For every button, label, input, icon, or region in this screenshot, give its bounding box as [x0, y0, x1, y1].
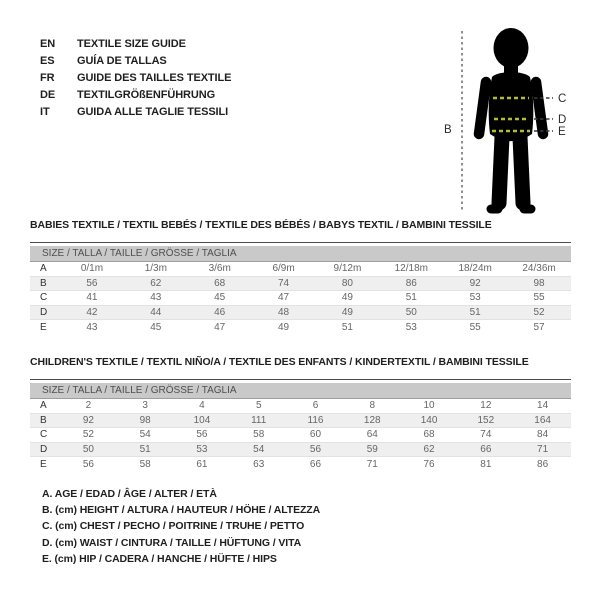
row-label: B [40, 277, 47, 289]
size-value: 44 [150, 306, 162, 318]
size-value: 84 [537, 429, 549, 441]
size-value: 51 [405, 292, 417, 304]
language-row [40, 69, 231, 86]
language-code: EN [40, 37, 56, 50]
table-size-header: SIZE / TALLA / TAILLE / GRÖSSE / TAGLIA [30, 246, 571, 262]
size-value: 74 [480, 429, 492, 441]
size-value: 62 [150, 277, 162, 289]
size-value: 152 [477, 414, 495, 426]
size-value: 9/12m [333, 263, 362, 275]
language-title: TEXTILE SIZE GUIDE [77, 37, 186, 50]
row-label: C [40, 292, 48, 304]
size-value: 92 [82, 414, 94, 426]
size-value: 6/9m [272, 263, 295, 275]
size-value: 45 [214, 292, 226, 304]
size-value: 86 [537, 458, 549, 470]
size-value: 56 [196, 429, 208, 441]
size-value: 140 [420, 414, 438, 426]
size-value: 43 [86, 321, 98, 333]
table-row [30, 428, 571, 443]
size-value: 45 [150, 321, 162, 333]
language-title: GUÍA DE TALLAS [77, 54, 167, 67]
size-value: 54 [139, 429, 151, 441]
language-code: ES [40, 54, 55, 67]
size-value: 14 [537, 400, 549, 412]
size-value: 5 [255, 400, 262, 412]
size-value: 50 [82, 443, 94, 455]
size-value: 56 [82, 458, 94, 470]
size-value: 49 [341, 306, 353, 318]
size-value: 50 [405, 306, 417, 318]
table-size-header: SIZE / TALLA / TAILLE / GRÖSSE / TAGLIA [30, 383, 571, 399]
size-value: 4 [199, 400, 205, 412]
size-value: 66 [309, 458, 322, 470]
language-code: DE [40, 88, 56, 101]
babies-size-table [30, 219, 571, 335]
row-label: E [40, 321, 47, 333]
table-row [30, 414, 571, 429]
size-value: 57 [533, 321, 545, 333]
size-value: 64 [366, 429, 378, 441]
size-value: 71 [537, 443, 549, 455]
table-row [30, 262, 571, 277]
table-title: BABIES TEXTILE / TEXTIL BEBÉS / TEXTILE DES BÉBÉS / BABYS TEXTIL / BAMBINI TESSILE [30, 219, 492, 231]
size-value: 53 [196, 443, 208, 455]
table-row [30, 291, 571, 306]
language-code: IT [40, 105, 50, 118]
size-value: 51 [341, 321, 353, 333]
size-value: 55 [469, 321, 481, 333]
row-label: C [40, 429, 48, 441]
language-title: GUIDE DES TAILLES TEXTILE [77, 71, 232, 84]
size-value: 49 [278, 321, 290, 333]
row-label: A [40, 263, 47, 275]
language-row [40, 86, 231, 103]
size-value: 58 [253, 429, 265, 441]
size-value: 66 [480, 443, 492, 455]
language-list [40, 35, 231, 120]
size-value: 52 [82, 429, 94, 441]
table-row [30, 306, 571, 321]
size-value: 1/3m [144, 263, 167, 275]
size-value: 3/6m [208, 263, 231, 275]
size-value: 43 [150, 292, 162, 304]
size-value: 3 [142, 400, 148, 412]
size-value: 62 [423, 443, 435, 455]
size-value: 59 [366, 443, 378, 455]
size-value: 55 [533, 292, 545, 304]
size-value: 46 [214, 306, 226, 318]
row-label: D [40, 306, 48, 318]
size-value: 58 [139, 458, 151, 470]
children-size-table [30, 356, 571, 472]
size-value: 164 [534, 414, 551, 426]
size-value: 104 [193, 414, 211, 426]
table-row [30, 320, 571, 335]
legend-line: A. AGE / EDAD / ÂGE / ALTER / ETÀ [42, 488, 217, 500]
waist-label: D [558, 114, 567, 126]
language-row [40, 35, 231, 52]
row-label: D [40, 443, 48, 455]
size-value: 81 [480, 458, 492, 470]
size-value: 2 [85, 400, 92, 412]
size-value: 48 [278, 306, 290, 318]
height-label: B [444, 124, 452, 136]
size-value: 68 [214, 277, 226, 289]
language-code: FR [40, 71, 55, 84]
language-row [40, 52, 231, 69]
chest-label: C [558, 93, 567, 105]
size-value: 60 [309, 429, 322, 441]
language-title: GUIDA ALLE TAGLIE TESSILI [77, 105, 229, 118]
size-value: 41 [86, 292, 98, 304]
size-value: 53 [469, 292, 481, 304]
size-value: 56 [309, 443, 322, 455]
row-label: E [40, 458, 47, 470]
table-row [30, 277, 571, 292]
size-value: 51 [469, 306, 481, 318]
size-value: 47 [214, 321, 226, 333]
size-value: 51 [139, 443, 151, 455]
language-title: TEXTILGRÖßENFÜHRUNG [77, 88, 216, 101]
language-row [40, 103, 231, 120]
size-value: 47 [278, 292, 290, 304]
row-label: B [40, 414, 47, 426]
size-value: 71 [366, 458, 378, 470]
size-value: 128 [363, 414, 381, 426]
legend-line: C. (cm) CHEST / PECHO / POITRINE / TRUHE / PETTO [42, 520, 305, 533]
size-value: 53 [405, 321, 417, 333]
size-value: 0/1m [80, 263, 104, 275]
table-title: CHILDREN'S TEXTILE / TEXTIL NIÑO/A / TEXTILE DES ENFANTS / KINDERTEXTIL / BAMBINI TESSILE [30, 356, 529, 368]
size-figure-svg [415, 15, 585, 225]
legend-line: B. (cm) HEIGHT / ALTURA / HAUTEUR / HÖHE / ALTEZZA [42, 504, 321, 517]
size-value: 111 [251, 414, 267, 426]
size-value: 24/36m [522, 263, 556, 275]
size-value: 8 [369, 400, 376, 412]
size-value: 54 [253, 443, 265, 455]
size-value: 42 [86, 306, 98, 318]
size-value: 56 [86, 277, 98, 289]
row-label: A [40, 400, 47, 412]
size-value: 92 [469, 277, 481, 289]
size-value: 116 [307, 414, 324, 426]
hip-label: E [558, 126, 566, 138]
legend-line: E. (cm) HIP / CADERA / HANCHE / HÜFTE / HIPS [42, 552, 277, 565]
size-figure [415, 15, 585, 225]
size-value: 49 [341, 292, 353, 304]
size-value: 52 [533, 306, 545, 318]
table-row [30, 399, 571, 414]
size-value: 12/18m [394, 263, 428, 275]
size-value: 74 [278, 277, 290, 289]
table-row [30, 443, 571, 458]
legend-list [42, 486, 320, 567]
size-value: 76 [423, 458, 435, 470]
table-body [30, 399, 571, 472]
size-value: 86 [405, 277, 417, 289]
size-value: 18/24m [458, 263, 492, 275]
size-value: 98 [139, 414, 151, 426]
legend-line: D. (cm) WAIST / CINTURA / TAILLE / HÜFTUNG / VITA [42, 536, 302, 549]
table-body [30, 262, 571, 335]
size-value: 68 [423, 429, 435, 441]
size-value: 63 [253, 458, 265, 470]
table-row [30, 457, 571, 472]
size-value: 12 [480, 400, 492, 412]
size-value: 80 [341, 277, 353, 289]
size-value: 61 [196, 458, 208, 470]
size-value: 98 [533, 277, 545, 289]
size-value: 6 [312, 400, 319, 412]
size-value: 10 [423, 400, 435, 412]
